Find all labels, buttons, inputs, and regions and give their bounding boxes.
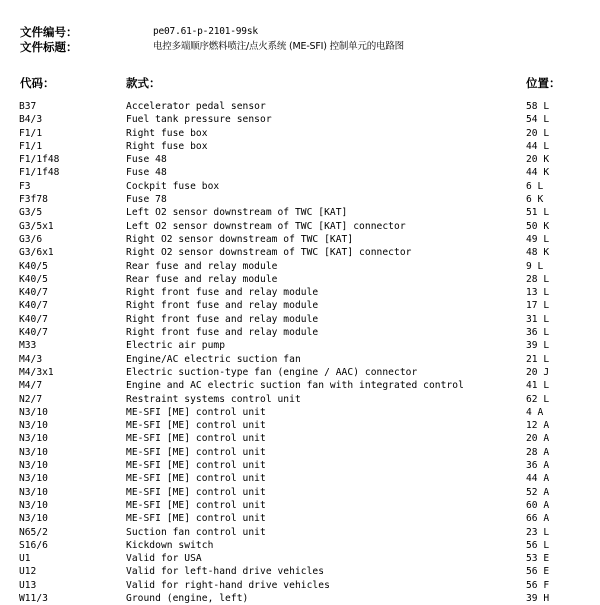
row-position: 41 L bbox=[526, 380, 550, 392]
row-position: 28 L bbox=[526, 273, 550, 285]
row-code: U1 bbox=[19, 553, 31, 565]
table-row bbox=[0, 193, 600, 206]
table-row bbox=[0, 432, 600, 445]
table-row bbox=[0, 446, 600, 459]
table-row bbox=[0, 273, 600, 286]
row-code: G3/5 bbox=[19, 207, 43, 219]
row-description: Ground (engine, left) bbox=[126, 592, 249, 604]
table-row bbox=[0, 419, 600, 432]
row-description: ME-SFI [ME] control unit bbox=[126, 499, 266, 511]
table-row bbox=[0, 313, 600, 326]
row-description: ME-SFI [ME] control unit bbox=[126, 460, 266, 472]
row-code: N3/10 bbox=[19, 446, 48, 458]
row-position: 62 L bbox=[526, 393, 550, 405]
row-code: F3f78 bbox=[19, 194, 48, 206]
table-row bbox=[0, 153, 600, 166]
row-description: Restraint systems control unit bbox=[126, 393, 301, 405]
row-position: 54 L bbox=[526, 114, 550, 126]
row-description: Electric suction-type fan (engine / AAC) connector bbox=[126, 366, 418, 378]
row-position: 56 E bbox=[526, 566, 550, 578]
row-position: 20 K bbox=[526, 154, 550, 166]
row-position: 6 L bbox=[526, 180, 544, 192]
row-code: F1/1f48 bbox=[19, 167, 60, 179]
row-position: 53 E bbox=[526, 553, 550, 565]
row-code: F3 bbox=[19, 180, 31, 192]
row-position: 51 L bbox=[526, 207, 550, 219]
row-position: 9 L bbox=[526, 260, 544, 272]
table-row bbox=[0, 459, 600, 472]
row-code: K40/7 bbox=[19, 300, 48, 312]
table-row bbox=[0, 366, 600, 379]
table-row bbox=[0, 220, 600, 233]
row-code: K40/5 bbox=[19, 273, 48, 285]
row-code: N3/10 bbox=[19, 499, 48, 511]
row-position: 39 H bbox=[526, 592, 550, 604]
table-row bbox=[0, 486, 600, 499]
row-code: W11/3 bbox=[19, 592, 48, 604]
table-row bbox=[0, 339, 600, 352]
row-description: Right O2 sensor downstream of TWC [KAT] connector bbox=[126, 247, 412, 259]
row-description: Right front fuse and relay module bbox=[126, 313, 319, 325]
row-description: Kickdown switch bbox=[126, 539, 214, 551]
table-row bbox=[0, 565, 600, 578]
row-description: ME-SFI [ME] control unit bbox=[126, 420, 266, 432]
table-row bbox=[0, 579, 600, 592]
row-description: Right front fuse and relay module bbox=[126, 300, 319, 312]
table-row bbox=[0, 233, 600, 246]
table-row bbox=[0, 539, 600, 552]
position-column-header: 位置： bbox=[526, 76, 561, 90]
table-row bbox=[0, 393, 600, 406]
row-code: B37 bbox=[19, 101, 37, 112]
table-row bbox=[0, 140, 600, 153]
row-description: Rear fuse and relay module bbox=[126, 260, 278, 272]
row-code: F1/1 bbox=[19, 127, 43, 139]
row-description: Right fuse box bbox=[126, 140, 208, 152]
row-description: Fuse 78 bbox=[126, 194, 167, 206]
row-description: ME-SFI [ME] control unit bbox=[126, 433, 266, 445]
row-description: Right front fuse and relay module bbox=[126, 287, 319, 299]
row-position: 28 A bbox=[526, 446, 550, 458]
table-row bbox=[0, 353, 600, 366]
description-column-header: 款式： bbox=[126, 76, 161, 90]
row-code: K40/7 bbox=[19, 313, 48, 325]
row-code: U12 bbox=[19, 566, 37, 578]
row-code: N3/10 bbox=[19, 420, 48, 432]
row-position: 20 L bbox=[526, 127, 550, 139]
row-position: 20 A bbox=[526, 433, 550, 445]
row-position: 50 K bbox=[526, 220, 550, 232]
row-position: 21 L bbox=[526, 353, 550, 365]
row-description: Fuse 48 bbox=[126, 154, 167, 166]
row-position: 56 F bbox=[526, 579, 550, 591]
row-code: M33 bbox=[19, 340, 37, 352]
table-row bbox=[0, 552, 600, 565]
row-code: G3/6x1 bbox=[19, 247, 54, 259]
row-description: Valid for USA bbox=[126, 553, 202, 565]
document-title-label: 文件标题： bbox=[20, 40, 78, 54]
row-description: Fuel tank pressure sensor bbox=[126, 114, 272, 126]
code-column-header: 代码： bbox=[20, 76, 55, 90]
row-description: Suction fan control unit bbox=[126, 526, 266, 538]
row-description: Rear fuse and relay module bbox=[126, 273, 278, 285]
row-code: N3/10 bbox=[19, 473, 48, 485]
row-description: Left O2 sensor downstream of TWC [KAT] bbox=[126, 207, 348, 219]
row-description: ME-SFI [ME] control unit bbox=[126, 446, 266, 458]
row-description: Right O2 sensor downstream of TWC [KAT] bbox=[126, 233, 354, 245]
document-number-value: pe07.61-p-2101-99sk bbox=[153, 26, 258, 37]
row-code: M4/7 bbox=[19, 380, 43, 392]
row-description: Left O2 sensor downstream of TWC [KAT] connector bbox=[126, 220, 406, 232]
table-row bbox=[0, 206, 600, 219]
row-description: Right fuse box bbox=[126, 127, 208, 139]
row-description: ME-SFI [ME] control unit bbox=[126, 406, 266, 418]
table-row bbox=[0, 286, 600, 299]
row-code: N3/10 bbox=[19, 486, 48, 498]
row-position: 52 A bbox=[526, 486, 550, 498]
table-row bbox=[0, 180, 600, 193]
row-description: Valid for right-hand drive vehicles bbox=[126, 579, 330, 591]
row-code: N2/7 bbox=[19, 393, 43, 405]
row-position: 56 L bbox=[526, 539, 550, 551]
row-position: 36 L bbox=[526, 327, 550, 339]
table-row bbox=[0, 526, 600, 539]
row-position: 44 A bbox=[526, 473, 550, 485]
row-position: 44 K bbox=[526, 167, 550, 179]
row-code: B4/3 bbox=[19, 114, 43, 126]
row-position: 49 L bbox=[526, 233, 550, 245]
row-code: N3/10 bbox=[19, 460, 48, 472]
row-position: 44 L bbox=[526, 140, 550, 152]
row-description: Electric air pump bbox=[126, 340, 226, 352]
table-row bbox=[0, 326, 600, 339]
row-code: M4/3x1 bbox=[19, 366, 54, 378]
row-description: ME-SFI [ME] control unit bbox=[126, 513, 266, 525]
row-code: G3/5x1 bbox=[19, 220, 54, 232]
row-description: Engine and AC electric suction fan with integrated control bbox=[126, 380, 464, 392]
row-position: 36 A bbox=[526, 460, 550, 472]
row-position: 20 J bbox=[526, 366, 550, 378]
row-code: S16/6 bbox=[19, 539, 48, 551]
row-code: F1/1 bbox=[19, 140, 43, 152]
row-code: K40/7 bbox=[19, 287, 48, 299]
document-title-value: 电控多端顺序燃料喷注/点火系统 (ME-SFI) 控制单元的电路图 bbox=[153, 41, 404, 52]
table-row bbox=[0, 100, 600, 113]
row-code: N3/10 bbox=[19, 406, 48, 418]
table-row bbox=[0, 379, 600, 392]
row-code: U13 bbox=[19, 579, 37, 591]
row-description: Valid for left-hand drive vehicles bbox=[126, 566, 325, 578]
row-position: 12 A bbox=[526, 420, 550, 432]
row-description: Right front fuse and relay module bbox=[126, 327, 319, 339]
row-position: 60 A bbox=[526, 499, 550, 511]
row-code: N65/2 bbox=[19, 526, 48, 538]
row-description: Accelerator pedal sensor bbox=[126, 101, 266, 112]
table-row bbox=[0, 512, 600, 525]
table-row bbox=[0, 127, 600, 140]
row-code: N3/10 bbox=[19, 433, 48, 445]
row-code: N3/10 bbox=[19, 513, 48, 525]
table-row bbox=[0, 260, 600, 273]
table-row bbox=[0, 499, 600, 512]
row-code: K40/5 bbox=[19, 260, 48, 272]
row-position: 31 L bbox=[526, 313, 550, 325]
table-row bbox=[0, 113, 600, 126]
row-code: G3/6 bbox=[19, 233, 43, 245]
row-description: Cockpit fuse box bbox=[126, 180, 220, 192]
row-code: M4/3 bbox=[19, 353, 43, 365]
row-description: Engine/AC electric suction fan bbox=[126, 353, 301, 365]
row-code: F1/1f48 bbox=[19, 154, 60, 166]
row-position: 39 L bbox=[526, 340, 550, 352]
row-description: ME-SFI [ME] control unit bbox=[126, 473, 266, 485]
row-position: 17 L bbox=[526, 300, 550, 312]
row-position: 13 L bbox=[526, 287, 550, 299]
row-code: K40/7 bbox=[19, 327, 48, 339]
table-row bbox=[0, 166, 600, 179]
row-position: 4 A bbox=[526, 406, 544, 418]
component-table bbox=[0, 100, 600, 605]
row-description: Fuse 48 bbox=[126, 167, 167, 179]
table-row bbox=[0, 592, 600, 605]
row-position: 23 L bbox=[526, 526, 550, 538]
table-row bbox=[0, 246, 600, 259]
document-number-label: 文件编号： bbox=[20, 25, 78, 39]
table-row bbox=[0, 299, 600, 312]
row-position: 6 K bbox=[526, 194, 544, 206]
row-description: ME-SFI [ME] control unit bbox=[126, 486, 266, 498]
row-position: 66 A bbox=[526, 513, 550, 525]
table-row bbox=[0, 406, 600, 419]
row-position: 48 K bbox=[526, 247, 550, 259]
table-row bbox=[0, 472, 600, 485]
row-position: 58 L bbox=[526, 101, 550, 112]
